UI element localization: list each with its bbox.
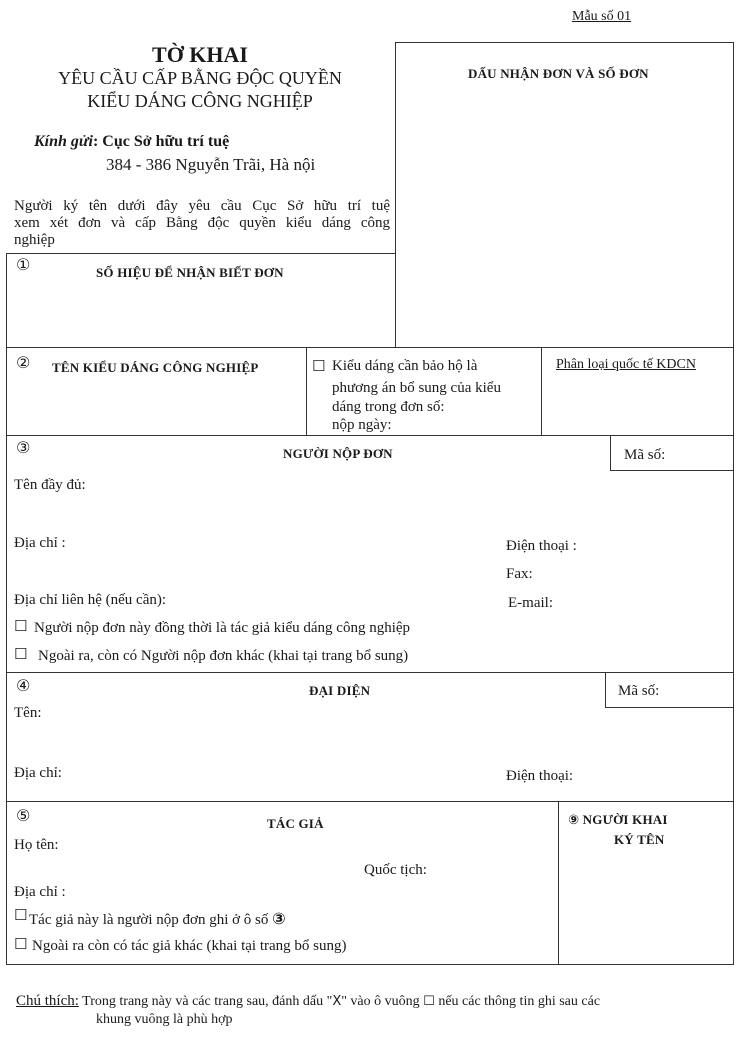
section2-option-line-4: nộp ngày:	[332, 417, 392, 433]
page-subtitle-1: YÊU CẦU CẤP BẰNG ĐỘC QUYỀN	[58, 68, 342, 88]
section1-bottom	[6, 347, 734, 348]
section3-option1-label: Người nộp đơn này đồng thời là tác giả kiểu dáng công nghiệp	[34, 620, 411, 636]
section3-option2-checkbox[interactable]: ☐	[14, 645, 28, 663]
section4-bottom	[6, 801, 734, 802]
section9-title-line-2: KÝ TÊN	[614, 832, 665, 847]
addressee-label: Kính gửi	[34, 133, 93, 150]
addressee-name: : Cục Sở hữu trí tuệ	[92, 133, 230, 150]
section3-number: ③	[16, 438, 31, 457]
section5-option2-label: Ngoài ra còn có tác giả khác (khai tại trang bổ sung)	[32, 938, 347, 954]
section1-title: SỐ HIỆU ĐỂ NHẬN BIẾT ĐƠN	[96, 265, 284, 280]
section3-phone-label: Điện thoại :	[506, 538, 577, 554]
section2-option-line-3: dáng trong đơn số:	[332, 399, 445, 415]
section3-bottom	[6, 672, 734, 673]
frame-bottom-border	[6, 964, 734, 965]
page-subtitle-2: KIỂU DÁNG CÔNG NGHIỆP	[87, 91, 313, 111]
stamp-box-label: DẤU NHẬN ĐƠN VÀ SỐ ĐƠN	[468, 66, 649, 81]
section2-checkbox[interactable]: ☐	[312, 357, 326, 375]
section4-address-label: Địa chỉ:	[14, 765, 62, 781]
stamp-box-top	[395, 42, 734, 43]
footnote-line1-a: Trong trang này và các trang sau, đánh dấu "	[82, 994, 333, 1009]
footnote-line1-b: " vào ô vuông	[341, 994, 420, 1009]
section1-top	[6, 253, 396, 254]
section2-divider-1	[306, 347, 307, 435]
section5-option1-checkbox[interactable]: ☐	[14, 906, 28, 924]
footnote-label: Chú thích:	[16, 993, 79, 1009]
section9-number: ⑨	[568, 813, 580, 828]
section4-code-label: Mã số:	[618, 683, 660, 699]
section9-divider	[558, 801, 559, 965]
section5-title: TÁC GIẢ	[267, 816, 324, 831]
frame-left-border	[6, 253, 7, 965]
section3-option2-label: Ngoài ra, còn có Người nộp đơn khác (khai tại trang bổ sung)	[38, 648, 409, 664]
footnote	[16, 993, 600, 1010]
section5-option1-text: Tác giả này là người nộp đơn ghi ở ô số	[29, 912, 269, 928]
section2-number: ②	[16, 353, 31, 372]
footnote-line-2: khung vuông là phù hợp	[96, 1012, 233, 1027]
section4-title: ĐẠI DIỆN	[309, 683, 371, 698]
section3-email-label: E-mail:	[508, 595, 553, 611]
section3-full-name-label: Tên đầy đủ:	[14, 477, 86, 493]
section3-code-box-bottom	[610, 470, 734, 471]
form-code: Mẫu số 01	[572, 9, 632, 24]
section1-number: ①	[16, 255, 31, 274]
addressee-address: 384 - 386 Nguyễn Trãi, Hà nội	[106, 155, 316, 174]
section3-code-label: Mã số:	[624, 447, 666, 463]
section5-option1-label	[29, 909, 286, 929]
section5-option1-ref: ③	[272, 909, 286, 928]
section2-option-line-2: phương án bổ sung của kiểu	[332, 380, 501, 396]
section4-name-label: Tên:	[14, 705, 42, 721]
section2-bottom	[6, 435, 734, 436]
section2-option-line-1: Kiểu dáng cần bảo hộ là	[332, 358, 478, 374]
section3-code-box-left	[610, 435, 611, 471]
section2-classification: Phân loại quốc tế KDCN	[556, 357, 696, 372]
section5-nationality-label: Quốc tịch:	[364, 862, 427, 878]
section4-phone-label: Điện thoại:	[506, 768, 574, 784]
frame-right-border	[733, 42, 734, 965]
section4-code-box-left	[605, 672, 606, 708]
section3-contact-address-label: Địa chỉ liên hệ (nếu cần):	[14, 592, 167, 608]
footnote-line1-c: nếu các thông tin ghi sau các	[438, 994, 601, 1009]
section3-title: NGƯỜI NỘP ĐƠN	[283, 446, 393, 461]
section5-address-label: Địa chỉ :	[14, 884, 66, 900]
section9-heading	[568, 812, 668, 828]
section3-option1-checkbox[interactable]: ☐	[14, 617, 28, 635]
section9-title-line-1: NGƯỜI KHAI	[582, 812, 668, 827]
intro-text	[14, 198, 390, 249]
section4-code-box-bottom	[605, 707, 734, 708]
page-title: TỜ KHAI	[152, 42, 248, 67]
section5-full-name-label: Họ tên:	[14, 837, 59, 853]
footnote-box-icon: ☐	[423, 994, 435, 1009]
intro-line-1: Người ký tên dưới đây yêu cầu Cục Sở hữu trí tuệ	[14, 198, 390, 214]
addressee	[34, 133, 229, 151]
intro-line-3: nghiệp	[14, 232, 55, 248]
section3-fax-label: Fax:	[506, 566, 533, 582]
section2-divider-2	[541, 347, 542, 435]
section5-option2-checkbox[interactable]: ☐	[14, 935, 28, 953]
section3-address-label: Địa chỉ :	[14, 535, 66, 551]
section2-title: TÊN KIỂU DÁNG CÔNG NGHIỆP	[52, 360, 259, 375]
section4-number: ④	[16, 676, 31, 695]
section5-number: ⑤	[16, 806, 31, 825]
intro-line-2: xem xét đơn và cấp Bằng độc quyền kiểu dáng công	[14, 215, 390, 231]
footnote-mark: X	[332, 994, 342, 1009]
